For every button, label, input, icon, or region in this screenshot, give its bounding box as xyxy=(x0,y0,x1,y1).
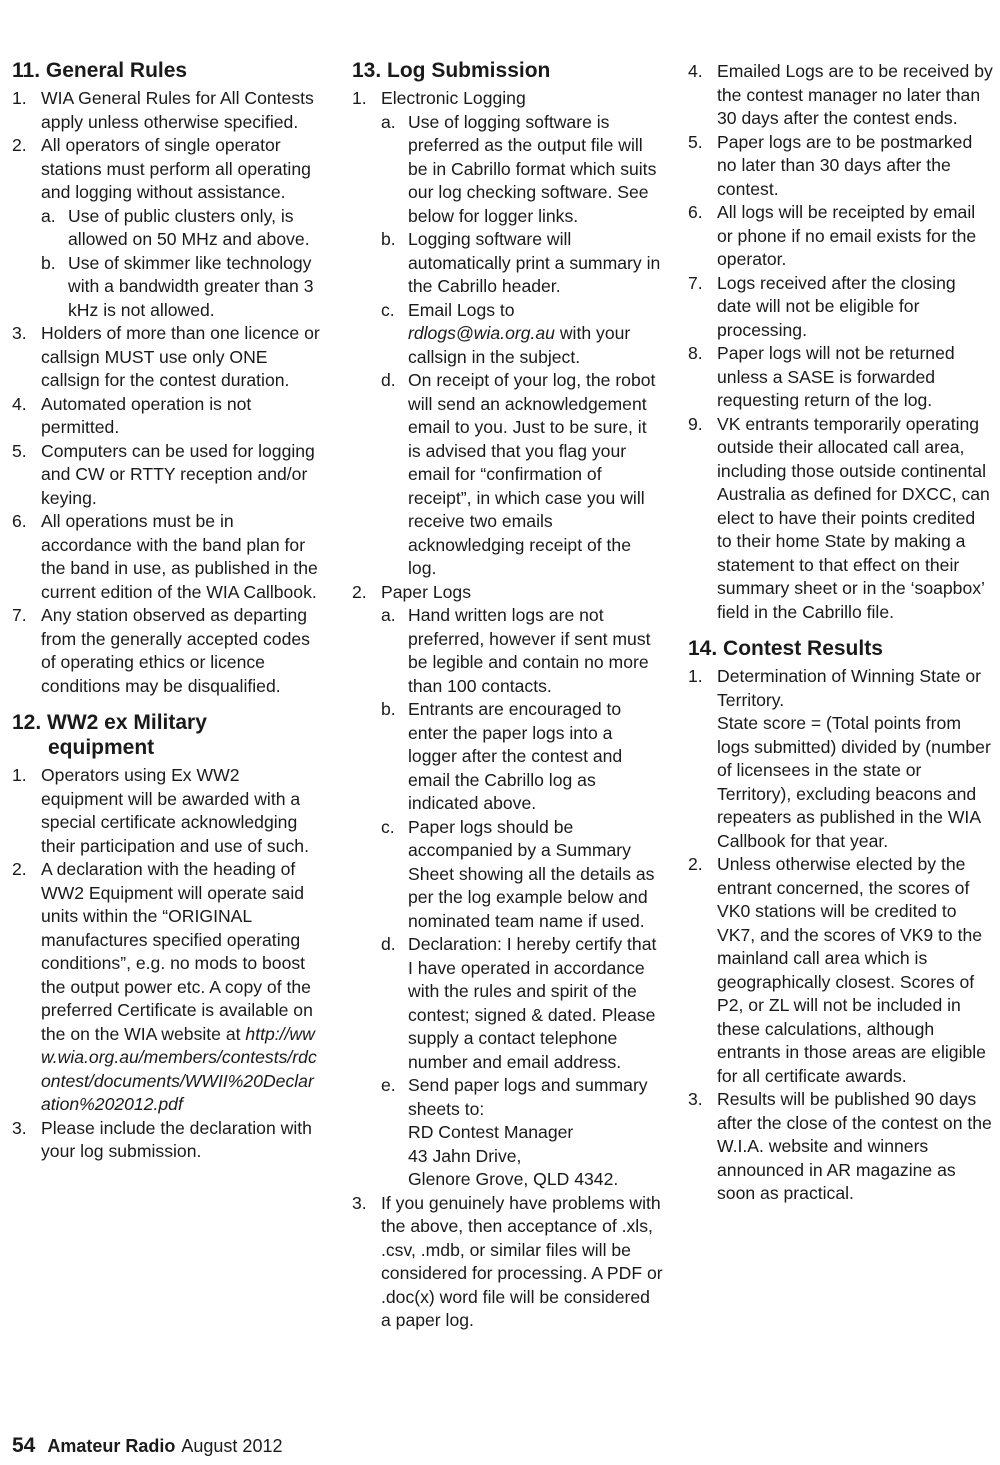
list-item xyxy=(688,201,994,272)
item-text: If you genuinely have problems with the above, then acceptance of .xls, .csv, .mdb, or similar files will be considered for processing. A PDF or .doc(x) word file will be considered a paper log. xyxy=(381,1192,663,1330)
sub-item-text: Logging software will automatically print a summary in the Cabrillo header. xyxy=(408,229,661,296)
item-number: 2. xyxy=(12,135,27,155)
item-number: 3. xyxy=(12,1117,27,1138)
list-item xyxy=(688,60,994,131)
item-text: Holders of more than one licence or callsign MUST use only ONE callsign for the contest duration. xyxy=(41,323,320,390)
item-text: Determination of Winning State or Territory. xyxy=(717,666,982,710)
item-number: 4. xyxy=(688,61,703,81)
list-item xyxy=(12,440,320,511)
sub-item xyxy=(41,252,320,323)
sub-item-text: Use of skimmer like technology with a bandwidth greater than 3 kHz is not allowed. xyxy=(68,252,314,320)
item-text: Emailed Logs are to be received by the contest manager no later than 30 days after the contest ends. xyxy=(717,61,993,128)
sub-item-text: Hand written logs are not preferred, however if sent must be legible and contain no more than 100 contacts. xyxy=(408,605,651,696)
item-number: 1. xyxy=(12,765,27,785)
sub-item-letter: b. xyxy=(381,229,396,249)
sub-item-text: Send paper logs and summary sheets to: xyxy=(408,1075,648,1119)
sub-item-letter: b. xyxy=(381,699,396,719)
sub-item-text-end: with your callsign in the subject. xyxy=(408,323,631,367)
list-item xyxy=(688,131,994,202)
address-line: RD Contest Manager xyxy=(408,1122,574,1142)
item-number: 6. xyxy=(12,511,27,531)
list-item xyxy=(12,510,320,604)
item-number: 1. xyxy=(688,666,703,686)
sub-item-letter: a. xyxy=(381,605,396,625)
sub-item xyxy=(381,604,664,698)
list-item xyxy=(352,581,664,1192)
item-number: 2. xyxy=(688,854,703,874)
item-number: 6. xyxy=(688,202,703,222)
list-item xyxy=(688,665,994,853)
item-number: 3. xyxy=(688,1089,703,1109)
list-item xyxy=(12,87,320,134)
item-text: Automated operation is not permitted. xyxy=(41,393,252,437)
item-number: 2. xyxy=(352,581,367,602)
page-footer xyxy=(12,1434,282,1458)
sub-item-letter: d. xyxy=(381,934,396,954)
list-item xyxy=(688,413,994,625)
sub-item-text: Entrants are encouraged to enter the paper logs into a logger after the contest and email the Cabrillo log as indicated above. xyxy=(408,699,623,813)
item-text: Any station observed as departing from the generally accepted codes of operating ethics or licence conditions may be disqualified. xyxy=(41,605,310,696)
list-item xyxy=(688,342,994,413)
sub-item xyxy=(381,299,664,370)
list-item xyxy=(12,858,320,1117)
sub-item xyxy=(41,205,320,252)
sub-item-letter: e. xyxy=(381,1075,396,1095)
item-number: 4. xyxy=(12,393,27,414)
item-text: All operators of single operator stations must perform all operating and logging without assistance. xyxy=(41,135,311,202)
item-number: 8. xyxy=(688,343,703,363)
section-contest-results xyxy=(688,636,994,1206)
sub-item-letter: c. xyxy=(381,816,395,837)
sub-item xyxy=(381,1074,664,1192)
item-number: 9. xyxy=(688,413,703,434)
item-text: Paper Logs xyxy=(381,581,471,602)
item-number: 1. xyxy=(352,88,367,108)
page-number: 54 xyxy=(12,1434,36,1457)
email-link[interactable]: rdlogs@wia.org.au xyxy=(408,323,555,343)
section-title-line2: equipment xyxy=(48,736,155,759)
item-text: Paper logs will not be returned unless a SASE is forwarded requesting return of the log. xyxy=(717,343,955,410)
list-item xyxy=(12,1117,320,1164)
item-number: 7. xyxy=(688,272,703,293)
item-text: Unless otherwise elected by the entrant concerned, the scores of VK0 stations will be credited to VK7, and the scores of VK9 to the mainland call area which is geographically closest. Scores of P2, or ZL will not be included in these calculations, although entrants in those areas are eligible for all certificate awards. xyxy=(717,854,986,1086)
list-item xyxy=(688,853,994,1088)
item-text: Please include the declaration with your log submission. xyxy=(41,1117,312,1161)
section-log-submission-cont xyxy=(688,60,994,624)
column-3 xyxy=(688,58,994,1218)
list-item xyxy=(12,134,320,322)
column-1 xyxy=(12,58,320,1176)
item-number: 2. xyxy=(12,859,27,879)
sub-item-text: Use of logging software is preferred as the output file will be in Cabrillo format which suits our log checking software. See below for logger links. xyxy=(408,111,657,226)
list-item xyxy=(12,604,320,698)
list-item xyxy=(688,1088,994,1206)
address-line: Glenore Grove, QLD 4342. xyxy=(408,1169,619,1189)
item-text: Paper logs are to be postmarked no later than 30 days after the contest. xyxy=(717,131,973,199)
item-number: 3. xyxy=(352,1192,367,1213)
item-text: Operators using Ex WW2 equipment will be awarded with a special certificate acknowledging their participation and use of such. xyxy=(41,765,309,856)
item-text: Results will be published 90 days after the close of the contest on the W.I.A. website and winners announced in AR magazine as soon as practical. xyxy=(717,1089,992,1203)
section-title-line1: 12. WW2 ex Military xyxy=(12,711,207,734)
sub-item-text: Paper logs should be accompanied by a Summary Sheet showing all the details as per the log example below and nominated team name if used. xyxy=(408,816,655,931)
section-title xyxy=(12,710,320,760)
item-text: VK entrants temporarily operating outside their allocated call area, including those outside continental Australia as defined for DXCC, can elect to have their points credited to their home State by making a statement to that effect on their summary sheet or in the ‘soapbox’ field in the Cabrillo file. xyxy=(717,413,990,622)
item-text: Electronic Logging xyxy=(381,88,526,108)
item-paragraph: State score = (Total points from logs submitted) divided by (number of licensees in the state or Territory), excluding beacons and repeaters as published in the WIA Callbook for that year. xyxy=(717,713,991,851)
item-text: WIA General Rules for All Contests apply unless otherwise specified. xyxy=(41,88,314,132)
sub-item-text: Use of public clusters only, is allowed on 50 MHz and above. xyxy=(68,205,310,249)
sub-item xyxy=(381,369,664,581)
magazine-name: Amateur Radio xyxy=(47,1436,176,1456)
sub-item-letter: c. xyxy=(381,299,395,320)
section-general-rules xyxy=(12,58,320,698)
sub-item-text: Declaration: I hereby certify that I have operated in accordance with the rules and spirit of the contest; signed & dated. Please supply a contact telephone number and email address. xyxy=(408,934,657,1072)
issue-date: August 2012 xyxy=(181,1436,283,1456)
section-title: 14. Contest Results xyxy=(688,637,883,660)
list-item xyxy=(12,393,320,440)
section-log-submission xyxy=(352,58,664,1333)
item-number: 1. xyxy=(12,88,27,108)
sub-item-letter: b. xyxy=(41,252,56,273)
section-title: 13. Log Submission xyxy=(352,59,551,82)
sub-item xyxy=(381,698,664,816)
item-text: Logs received after the closing date will not be eligible for processing. xyxy=(717,272,956,340)
sub-item-text: On receipt of your log, the robot will send an acknowledgement email to you. Just to be sure, it is advised that you flag your email for “confirmation of receipt”, in which case you will receive two emails acknowledging receipt of the log. xyxy=(408,370,656,578)
certificate-link[interactable]: http://www.wia.org.au/members/contests/rdcontest/documents/WWII%20Declaration%202012.pdf xyxy=(41,1023,317,1114)
sub-item xyxy=(381,111,664,229)
list-item xyxy=(12,764,320,858)
sub-item-letter: a. xyxy=(381,111,396,132)
item-number: 7. xyxy=(12,605,27,625)
list-item xyxy=(352,87,664,581)
sub-item-letter: d. xyxy=(381,370,396,390)
section-title: 11. General Rules xyxy=(12,59,188,82)
list-item xyxy=(12,322,320,393)
item-number: 5. xyxy=(688,131,703,152)
sub-item xyxy=(381,933,664,1074)
sub-item-text: Email Logs to xyxy=(408,299,515,320)
item-text: All logs will be receipted by email or phone if no email exists for the operator. xyxy=(717,202,977,269)
item-number: 5. xyxy=(12,440,27,461)
item-text: All operations must be in accordance with the band plan for the band in use, as published in the current edition of the WIA Callbook. xyxy=(41,511,318,602)
sub-item-letter: a. xyxy=(41,205,56,226)
item-text: Computers can be used for logging and CW or RTTY reception and/or keying. xyxy=(41,440,315,508)
item-text: A declaration with the heading of WW2 Equipment will operate said units within the “ORIGINAL manufactures specified operating conditions”, e.g. no mods to boost the output power etc. A copy of the preferred Certificate is available on the on the WIA website at xyxy=(41,859,313,1044)
list-item xyxy=(352,1192,664,1333)
list-item xyxy=(688,272,994,343)
address-line: 43 Jahn Drive, xyxy=(408,1145,522,1166)
column-2 xyxy=(352,58,664,1345)
item-number: 3. xyxy=(12,323,27,343)
section-ww2-equipment xyxy=(12,710,320,1164)
sub-item xyxy=(381,816,664,934)
sub-item xyxy=(381,228,664,299)
